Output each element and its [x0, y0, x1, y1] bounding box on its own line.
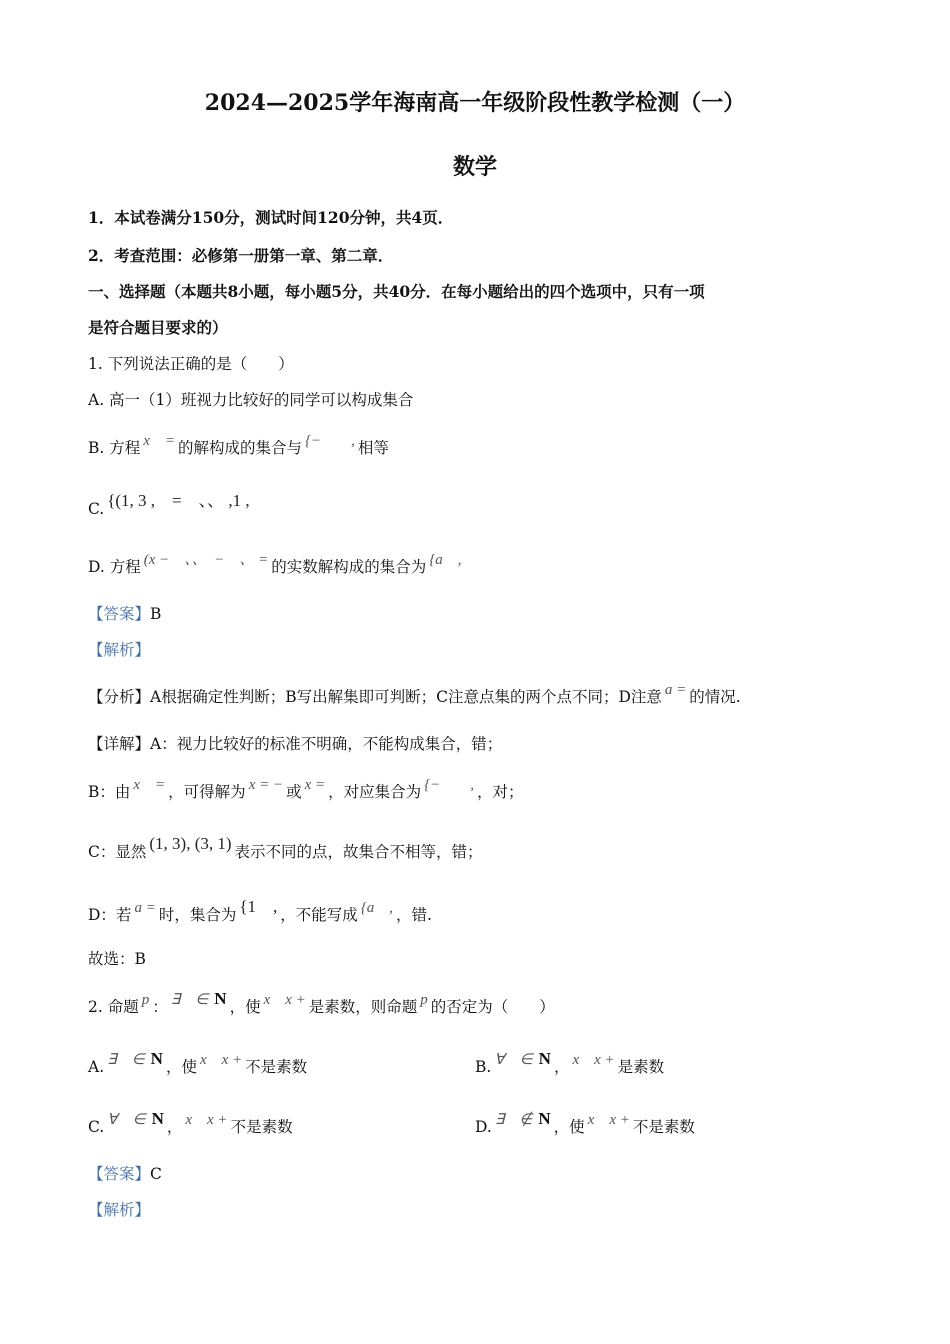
q1-analysis-tag: 【解析】	[88, 641, 151, 659]
q2-option-a: A. ∃ ∈ N ，使 x x + 不是素数	[88, 1049, 308, 1076]
math-expr: a =	[664, 682, 687, 698]
note-2: 2．考查范围：必修第一册第一章、第二章．	[88, 246, 394, 265]
q2-analysis-tag: 【解析】	[88, 1201, 151, 1219]
q1-xiangjie-b: B：由 x = ，可得解为 x = − 或 x = ，对应集合为 {− , ，对；	[88, 777, 524, 801]
math-expr: (1, 3), (3, 1)	[149, 834, 232, 853]
exam-title: 2024—2025学年海南高一年级阶段性教学检测（一）	[204, 90, 746, 116]
math-expr: x x +	[587, 1112, 630, 1128]
q1-option-b: B. 方程 x = 的解构成的集合与 {− , 相等	[88, 433, 389, 457]
natural-numbers-symbol: N	[538, 1109, 551, 1128]
q2-answer: 【答案】C	[88, 1165, 162, 1183]
q1-stem: 1. 下列说法正确的是（ ）	[88, 355, 294, 373]
q1-answer: 【答案】B	[88, 605, 162, 623]
q2-option-d: D. ∃ ∉ N ，使 x x + 不是素数	[475, 1109, 695, 1136]
q2-option-b: B. ∀ ∈ N ， x x + 是素数	[475, 1049, 665, 1076]
natural-numbers-symbol: N	[538, 1049, 551, 1068]
natural-numbers-symbol: N	[151, 1109, 164, 1128]
math-expr: {− ,	[305, 433, 355, 449]
math-expr: {a ,	[360, 900, 394, 916]
exam-subject: 数学	[452, 154, 497, 180]
math-expr: p	[420, 992, 428, 1008]
q1-option-d: D. 方程 (x − 、、 − 、 = 的实数解构成的集合为 {a ,	[88, 555, 465, 577]
math-expr: {1 ,	[239, 897, 278, 916]
math-expr: {(1, 3 , = 、、 ,1 ,	[107, 491, 250, 510]
math-expr: ∃ ∈	[170, 992, 209, 1008]
math-expr: x =	[133, 777, 166, 793]
math-expr: a =	[134, 900, 156, 916]
answer-tag: 【答案】	[88, 1165, 151, 1183]
answer-tag: 【答案】	[88, 605, 151, 623]
math-expr: ∃ ∈	[107, 1052, 145, 1068]
q1-xiangjie-a: 【详解】A：视力比较好的标准不明确，不能构成集合，错；	[88, 735, 503, 753]
section-heading-cont: 是符合题目要求的）	[88, 318, 228, 337]
math-expr: ∀ ∈	[494, 1052, 533, 1068]
math-expr: x x +	[263, 992, 306, 1008]
math-expr: x x +	[185, 1112, 228, 1128]
math-expr: x =	[143, 433, 176, 449]
note-1: 1．本试卷满分150分，测试时间120分钟，共4页．	[88, 208, 454, 227]
math-expr: p	[141, 992, 150, 1008]
q2-stem: 2. 命题 p ： ∃ ∈ N ，使 x x + 是素数，则命题 p 的否定为（ ）	[88, 989, 555, 1016]
math-expr: x =	[304, 777, 326, 793]
q1-xiangjie-c: C：显然 (1, 3), (3, 1) 表示不同的点，故集合不相等，错；	[88, 834, 483, 861]
math-expr: {− ,	[424, 777, 475, 793]
math-expr: ∀ ∈	[107, 1112, 146, 1128]
math-expr: x x +	[572, 1052, 615, 1068]
math-expr: (x − 、、 − 、 =	[143, 552, 269, 568]
q1-xiangjie-d: D：若 a = 时，集合为 {1 , ，不能写成 {a , ，错.	[88, 897, 432, 924]
q2-option-c: C. ∀ ∈ N ， x x + 不是素数	[88, 1109, 293, 1136]
q1-fenxi: 【分析】A根据确定性判断；B写出解集即可判断；C注意点集的两个点不同；D注意 a = 的情况.	[88, 682, 741, 706]
q1-conclusion: 故选：B	[88, 950, 146, 968]
natural-numbers-symbol: N	[150, 1049, 163, 1068]
math-expr: x = −	[248, 777, 284, 793]
math-expr: x x +	[199, 1052, 243, 1068]
natural-numbers-symbol: N	[214, 989, 227, 1008]
math-expr: ∃ ∉	[494, 1112, 533, 1128]
q1-option-c: C. {(1, 3 , = 、、 ,1 ,	[88, 494, 253, 519]
math-expr: {a ,	[429, 552, 462, 568]
section-heading: 一、选择题（本题共8小题，每小题5分，共40分．在每小题给出的四个选项中，只有一项	[88, 282, 705, 301]
q1-option-a: A. 高一（1）班视力比较好的同学可以构成集合	[88, 391, 414, 409]
